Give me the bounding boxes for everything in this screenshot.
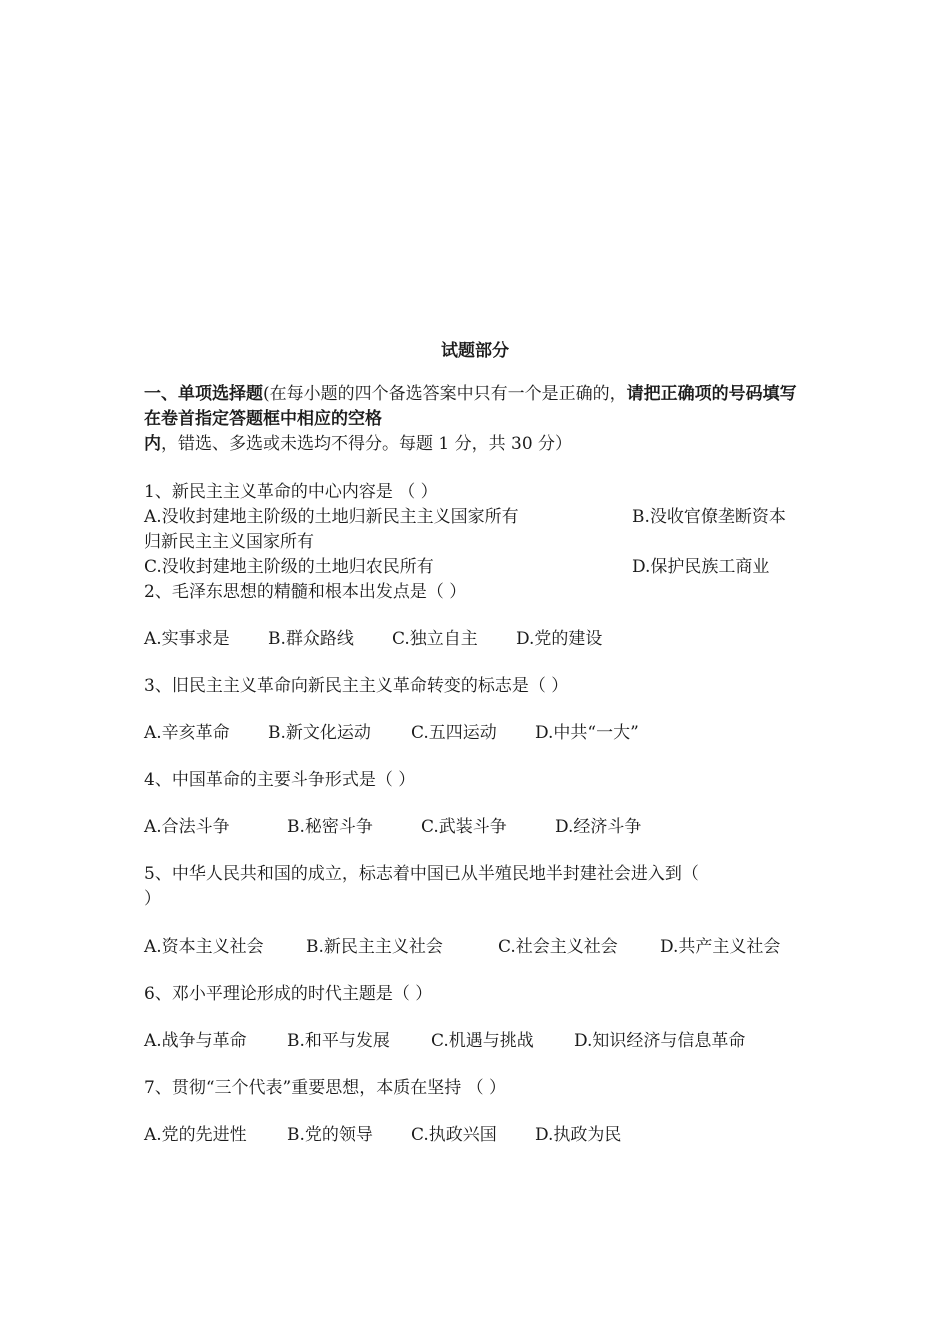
question-2-stem: 2、毛泽东思想的精髓和根本出发点是（ ） bbox=[144, 582, 467, 602]
q1-option-d: D.保护民族工商业 bbox=[632, 557, 770, 577]
page-title: 试题部分 bbox=[441, 341, 509, 361]
question-5-stem-cont: ） bbox=[144, 889, 161, 909]
q7-option-a: A.党的先进性 bbox=[144, 1125, 247, 1145]
q1-option-a: A.没收封建地主阶级的土地归新民主主义国家所有 bbox=[144, 507, 519, 527]
q2-option-c: C.独立自主 bbox=[392, 629, 478, 649]
section-intro-b: ，错选、多选或未选均不得分。每题 1 分，共 30 分） bbox=[161, 434, 573, 454]
question-7-stem: 7、贯彻“三个代表”重要思想，本质在坚持 （ ） bbox=[144, 1078, 507, 1098]
q2-option-b: B.群众路线 bbox=[268, 629, 354, 649]
q4-option-d: D.经济斗争 bbox=[555, 817, 642, 837]
q5-option-d: D.共产主义社会 bbox=[660, 937, 781, 957]
question-5-stem: 5、中华人民共和国的成立，标志着中国已从半殖民地半封建社会进入到（ bbox=[144, 864, 699, 884]
question-6-stem: 6、邓小平理论形成的时代主题是（ ） bbox=[144, 984, 433, 1004]
q6-option-a: A.战争与革命 bbox=[144, 1031, 247, 1051]
q1-option-b-cont: 归新民主主义国家所有 bbox=[144, 532, 314, 552]
q2-option-a: A.实事求是 bbox=[144, 629, 230, 649]
q6-option-c: C.机遇与挑战 bbox=[431, 1031, 534, 1051]
q5-option-b: B.新民主主义社会 bbox=[306, 937, 443, 957]
question-4-stem: 4、中国革命的主要斗争形式是（ ） bbox=[144, 770, 416, 790]
q1-option-c: C.没收封建地主阶级的土地归农民所有 bbox=[144, 557, 434, 577]
q7-option-c: C.执政兴国 bbox=[411, 1125, 497, 1145]
q4-option-c: C.武装斗争 bbox=[421, 817, 507, 837]
q3-option-b: B.新文化运动 bbox=[268, 723, 371, 743]
q3-option-a: A.辛亥革命 bbox=[144, 723, 230, 743]
q5-option-a: A.资本主义社会 bbox=[144, 937, 264, 957]
section-heading: 一、单项选择题 bbox=[144, 384, 263, 404]
q6-option-d: D.知识经济与信息革命 bbox=[574, 1031, 746, 1051]
q5-option-c: C.社会主义社会 bbox=[498, 937, 618, 957]
q7-option-b: B.党的领导 bbox=[287, 1125, 373, 1145]
section-intro-a: (在每小题的四个备选答案中只有一个是正确的， bbox=[263, 384, 627, 404]
q1-option-b: B.没收官僚垄断资本 bbox=[632, 507, 786, 527]
q4-option-b: B.秘密斗争 bbox=[287, 817, 373, 837]
question-1-stem: 1、新民主主义革命的中心内容是 （ ） bbox=[144, 482, 438, 502]
question-3-stem: 3、旧民主主义革命向新民主主义革命转变的标志是（ ） bbox=[144, 676, 569, 696]
q6-option-b: B.和平与发展 bbox=[287, 1031, 390, 1051]
q7-option-d: D.执政为民 bbox=[535, 1125, 622, 1145]
q4-option-a: A.合法斗争 bbox=[144, 817, 230, 837]
section-instructions bbox=[144, 382, 810, 457]
q3-option-d: D.中共“一大” bbox=[535, 723, 639, 743]
q3-option-c: C.五四运动 bbox=[411, 723, 497, 743]
q2-option-d: D.党的建设 bbox=[516, 629, 603, 649]
section-intro-bold: 请把正确项的号码填写在卷首指定答题框中相应的空格内 bbox=[144, 384, 797, 454]
